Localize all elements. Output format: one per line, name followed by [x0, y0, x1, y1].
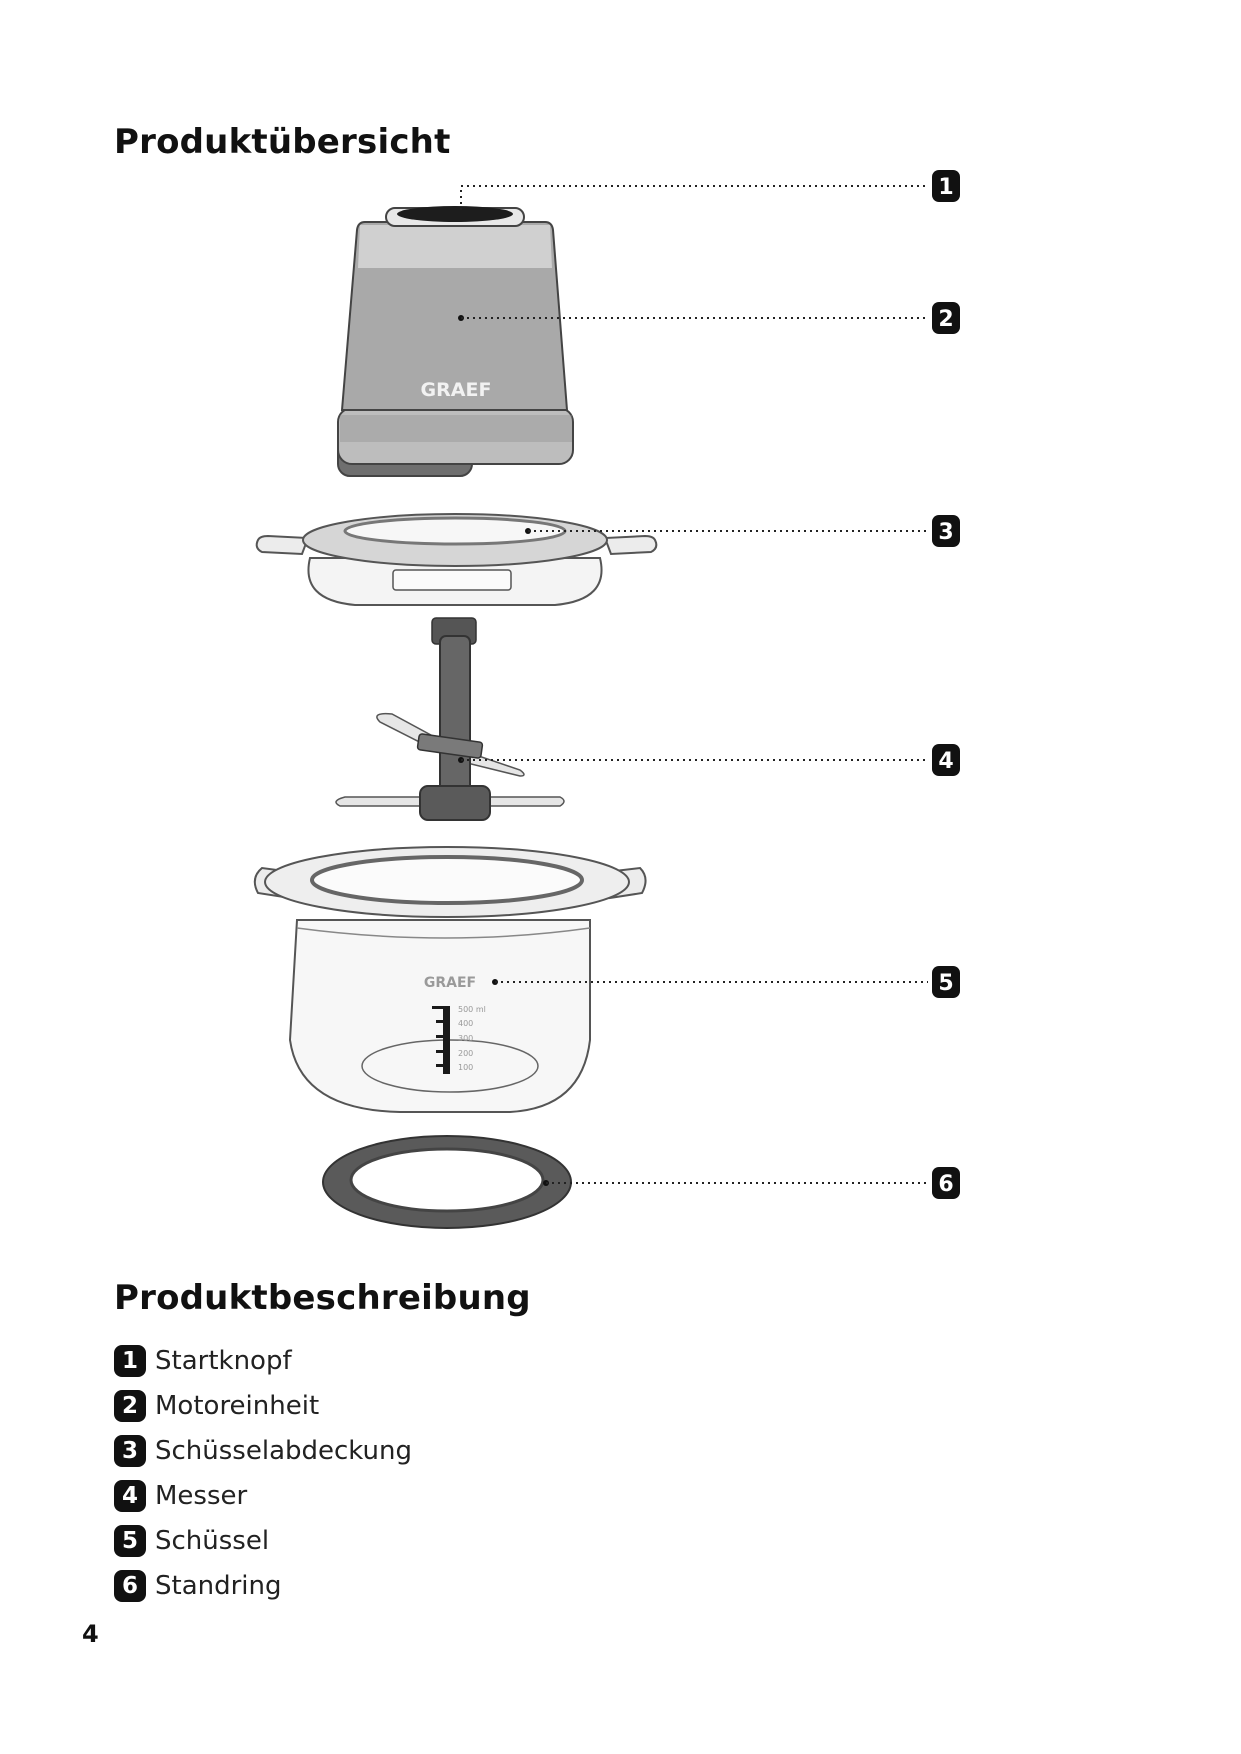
stand-ring-illustration [323, 1136, 571, 1228]
motor-brand-text: GRAEF [420, 379, 492, 401]
svg-text:5: 5 [938, 971, 954, 996]
svg-text:500 ml: 500 ml [458, 1005, 486, 1014]
part-label: Startknopf [155, 1345, 292, 1376]
part-number-badge-4 [932, 744, 960, 776]
svg-text:3: 3 [938, 520, 954, 545]
part-label: Motoreinheit [155, 1390, 320, 1421]
list-item [114, 1338, 412, 1383]
number-badge: 5 [114, 1525, 146, 1557]
bowl-cover-illustration [257, 514, 657, 605]
svg-text:200: 200 [458, 1049, 474, 1058]
part-number-badge-5 [932, 966, 960, 998]
blade-illustration [336, 618, 564, 820]
part-number-badge-2 [932, 302, 960, 334]
page-number: 4 [82, 1620, 99, 1648]
list-item [114, 1563, 412, 1608]
svg-text:300: 300 [458, 1034, 474, 1043]
part-number-badge-6 [932, 1167, 960, 1199]
svg-text:400: 400 [458, 1019, 474, 1028]
svg-text:6: 6 [938, 1172, 954, 1197]
part-number-badge-3 [932, 515, 960, 547]
overview-heading: Produktübersicht [114, 122, 451, 162]
svg-text:2: 2 [938, 307, 954, 332]
number-badge: 2 [114, 1390, 146, 1422]
number-badge: 3 [114, 1435, 146, 1467]
part-label: Standring [155, 1570, 282, 1601]
number-badge: 4 [114, 1480, 146, 1512]
list-item [114, 1428, 412, 1473]
start-button-shape [397, 206, 513, 222]
list-item [114, 1518, 412, 1563]
part-label: Messer [155, 1480, 248, 1511]
part-number-badge-1 [932, 170, 960, 202]
list-item [114, 1473, 412, 1518]
parts-list [114, 1338, 412, 1608]
product-diagram [0, 160, 1241, 1250]
svg-text:4: 4 [938, 749, 954, 774]
number-badge: 1 [114, 1345, 146, 1377]
svg-text:100: 100 [458, 1063, 474, 1072]
description-heading: Produktbeschreibung [114, 1278, 531, 1318]
part-label: Schüssel [155, 1525, 270, 1556]
bowl-brand-text: GRAEF [423, 975, 477, 991]
motor-unit-illustration [338, 206, 573, 476]
part-label: Schüsselabdeckung [155, 1435, 413, 1466]
bowl-illustration [255, 847, 646, 1112]
number-badge: 6 [114, 1570, 146, 1602]
svg-text:1: 1 [938, 175, 954, 200]
list-item [114, 1383, 412, 1428]
